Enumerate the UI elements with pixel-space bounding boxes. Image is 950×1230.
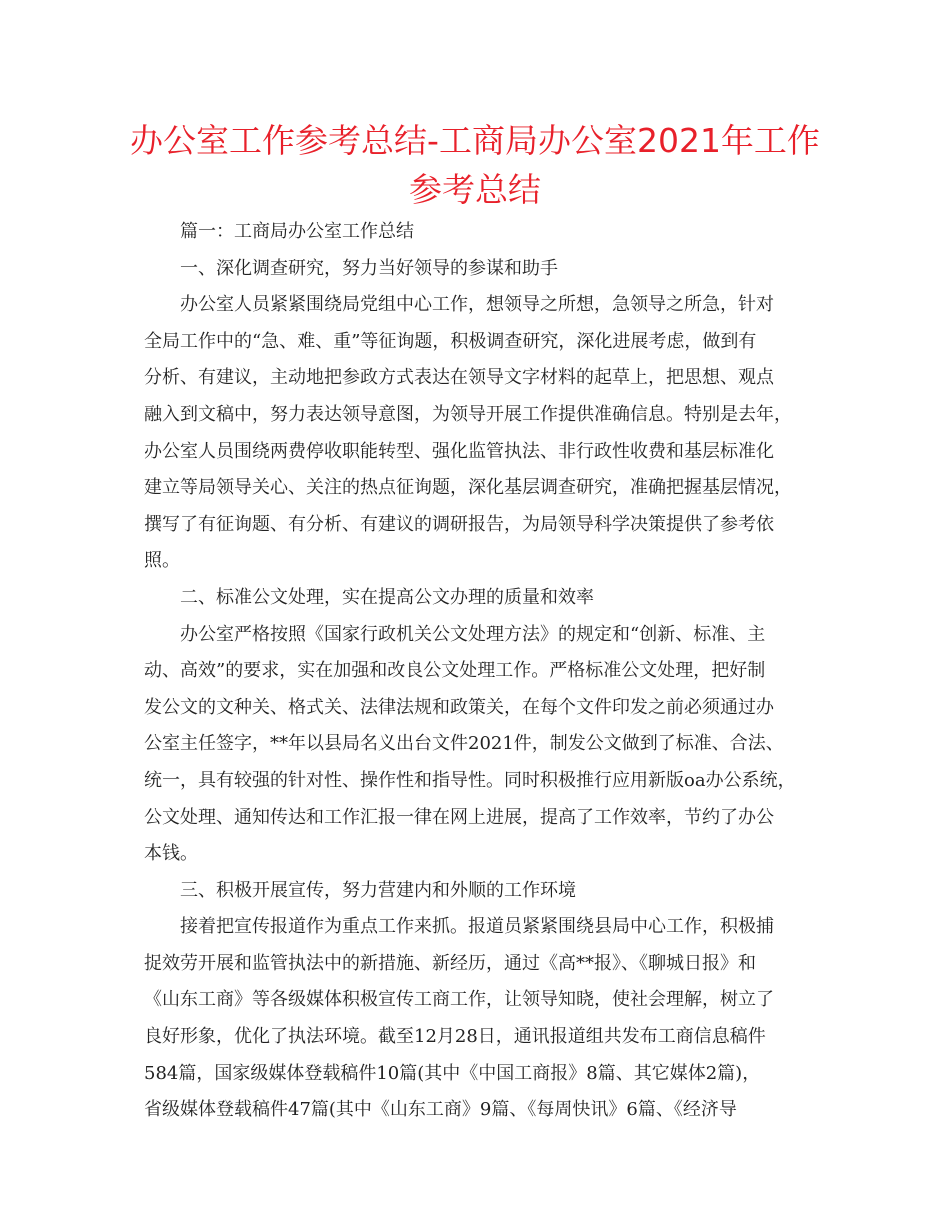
paragraph-line: 办公室人员紧紧围绕局党组中心工作，想领导之所想，急领导之所急，针对 [180, 294, 774, 316]
paragraph-line: 统一，具有较强的针对性、操作性和指导性。同时积极推行应用新版oa办公系统， [144, 769, 796, 791]
paragraph-line: 本钱。 [144, 843, 198, 865]
paragraph-line: 照。 [144, 550, 180, 572]
paragraph-line: 办公室严格按照《国家行政机关公文处理方法》的规定和“创新、标准、主 [180, 623, 766, 645]
paragraph-line: 融入到文稿中，努力表达领导意图，为领导开展工作提供准确信息。特别是去年， [144, 403, 792, 425]
section-heading-3: 三、积极开展宣传，努力营建内和外顺的工作环境 [180, 879, 576, 901]
paragraph-line: 良好形象，优化了执法环境。截至12月28日，通讯报道组共发布工商信息稿件 [144, 1026, 766, 1048]
paragraph-line: 捉效劳开展和监管执法中的新措施、新经历，通过《高**报》、《聊城日报》和 [144, 952, 756, 974]
paragraph-line: 撰写了有征询题、有分析、有建议的调研报告，为局领导科学决策提供了参考依 [144, 513, 774, 535]
document-title-line-1: 办公室工作参考总结-工商局办公室2021年工作 [130, 121, 820, 160]
paragraph-line: 接着把宣传报道作为重点工作来抓。报道员紧紧围绕县局中心工作，积极捕 [180, 916, 774, 938]
section-heading-part-one: 篇一：工商局办公室工作总结 [180, 221, 414, 242]
section-heading-2: 二、标准公文处理，实在提高公文办理的质量和效率 [180, 586, 594, 608]
paragraph-line: 动、高效”的要求，实在加强和改良公文处理工作。严格标准公文处理，把好制 [144, 660, 766, 682]
paragraph-line: 发公文的文种关、格式关、法律法规和政策关，在每个文件印发之前必须通过办 [144, 696, 774, 718]
paragraph-line: 分析、有建议，主动地把参政方式表达在领导文字材料的起草上，把思想、观点 [144, 367, 774, 389]
paragraph-line: 建立等局领导关心、关注的热点征询题，深化基层调查研究，准确把握基层情况， [144, 477, 792, 499]
section-heading-1: 一、深化调查研究，努力当好领导的参谋和助手 [180, 257, 558, 279]
paragraph-line: 584篇，国家级媒体登载稿件10篇(其中《中国工商报》8篇、其它媒体2篇)， [144, 1062, 761, 1084]
paragraph-line: 《山东工商》等各级媒体积极宣传工商工作，让领导知晓，使社会理解，树立了 [144, 989, 774, 1011]
paragraph-line: 公室主任签字，**年以县局名义出台文件2021件，制发公文做到了标准、合法、 [144, 733, 784, 755]
document-body [144, 214, 812, 1129]
paragraph-line: 省级媒体登载稿件47篇(其中《山东工商》9篇、《每周快讯》6篇、《经济导 [144, 1099, 737, 1121]
paragraph-line: 公文处理、通知传达和工作汇报一律在网上进展，提高了工作效率，节约了办公 [144, 806, 774, 828]
paragraph-line: 办公室人员围绕两费停收职能转型、强化监管执法、非行政性收费和基层标准化 [144, 440, 774, 462]
document-title-line-2: 参考总结 [409, 170, 541, 209]
paragraph-line: 全局工作中的“急、难、重”等征询题，积极调查研究，深化进展考虑，做到有 [144, 330, 757, 352]
